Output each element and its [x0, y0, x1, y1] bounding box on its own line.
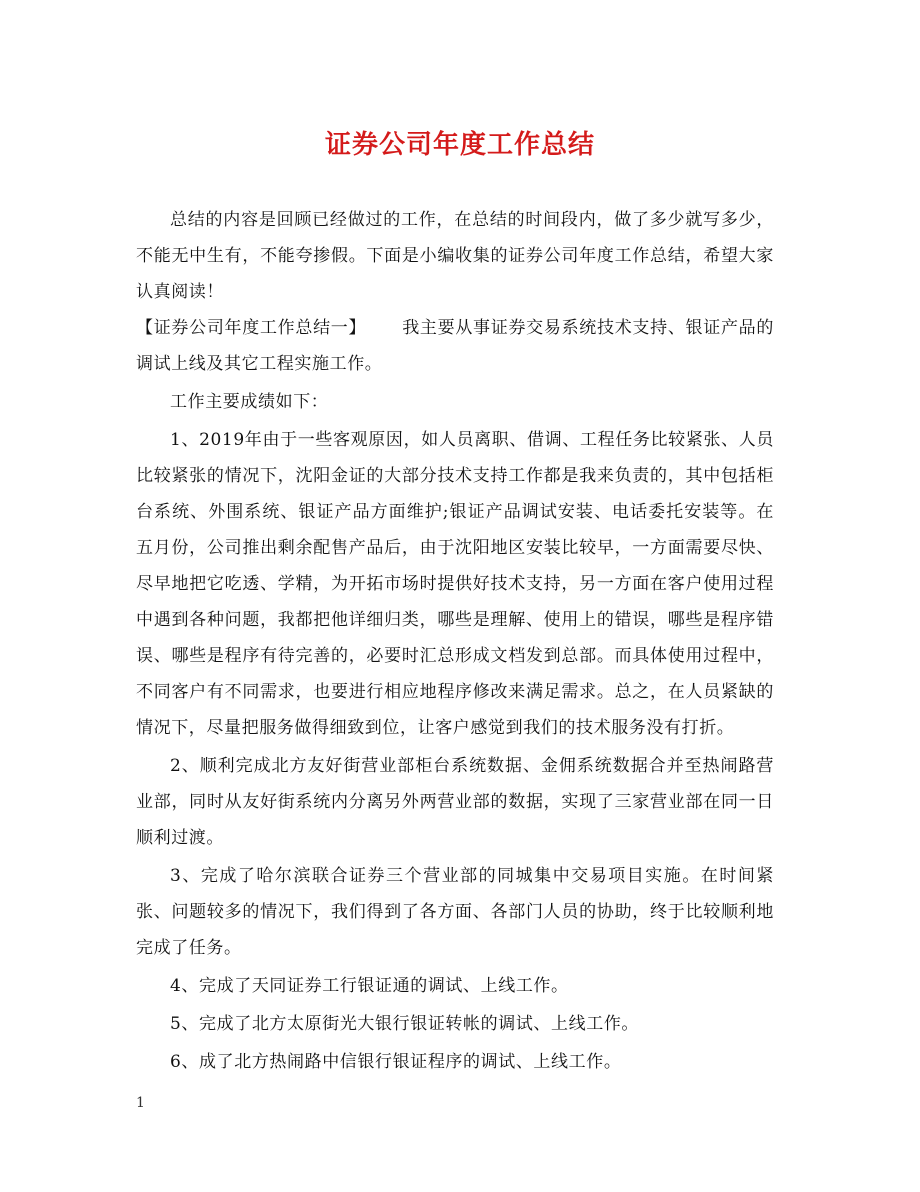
document-body	[136, 202, 774, 1080]
page-number: 1	[136, 1095, 145, 1111]
section-intro: 我主要从事证券交易系统技术支持、银证产品的调试上线及其它工程实施工作。	[136, 318, 774, 374]
achievement-item-5: 5、完成了北方太原街光大银行银证转帐的调试、上线工作。	[170, 1014, 640, 1034]
achievement-item-3: 3、完成了哈尔滨联合证券三个营业部的同城集中交易项目实施。在时间紧张、问题较多的情况下，我们得到了各方面、各部门人员的协助，终于比较顺利地完成了任务。	[136, 866, 774, 958]
achievement-item-1: 1、2019年由于一些客观原因，如人员离职、借调、工程任务比较紧张、人员比较紧张的情况下，沈阳金证的大部分技术支持工作都是我来负责的，其中包括柜台系统、外围系统、银证产品方面维护;银证产品调试安装、电话委托安装等。在五月份，公司推出剩余配售产品后，由于沈阳地区安装比较早，一方面需要尽快、尽早地把它吃透、学精，为开拓市场时提供好技术支持，另一方面在客户使用过程中遇到各种问题，我都把他详细归类，哪些是理解、使用上的错误，哪些是程序错误、哪些是程序有待完善的，必要时汇总形成文档发到总部。而具体使用过程中，不同客户有不同需求，也要进行相应地程序修改来满足需求。总之，在人员紧缺的情况下，尽量把服务做得细致到位，让客户感觉到我们的技术服务没有打折。	[136, 430, 774, 738]
section-heading: 【证券公司年度工作总结一】	[136, 318, 367, 338]
achievement-item-4: 4、完成了天同证券工行银证通的调试、上线工作。	[170, 976, 569, 996]
section-paragraph	[136, 310, 774, 382]
intro-paragraph: 总结的内容是回顾已经做过的工作，在总结的时间段内，做了多少就写多少，不能无中生有，不能夸掺假。下面是小编收集的证券公司年度工作总结，希望大家认真阅读！	[136, 210, 774, 302]
achievement-item-6: 6、成了北方热闹路中信银行银证程序的调试、上线工作。	[170, 1052, 622, 1072]
achievement-item-2: 2、顺利完成北方友好街营业部柜台系统数据、金佣系统数据合并至热闹路营业部，同时从友好街系统内分离另外两营业部的数据，实现了三家营业部在同一日顺利过渡。	[136, 756, 774, 848]
document-title: 证券公司年度工作总结	[324, 130, 595, 160]
achievements-lead: 工作主要成绩如下：	[170, 392, 329, 412]
